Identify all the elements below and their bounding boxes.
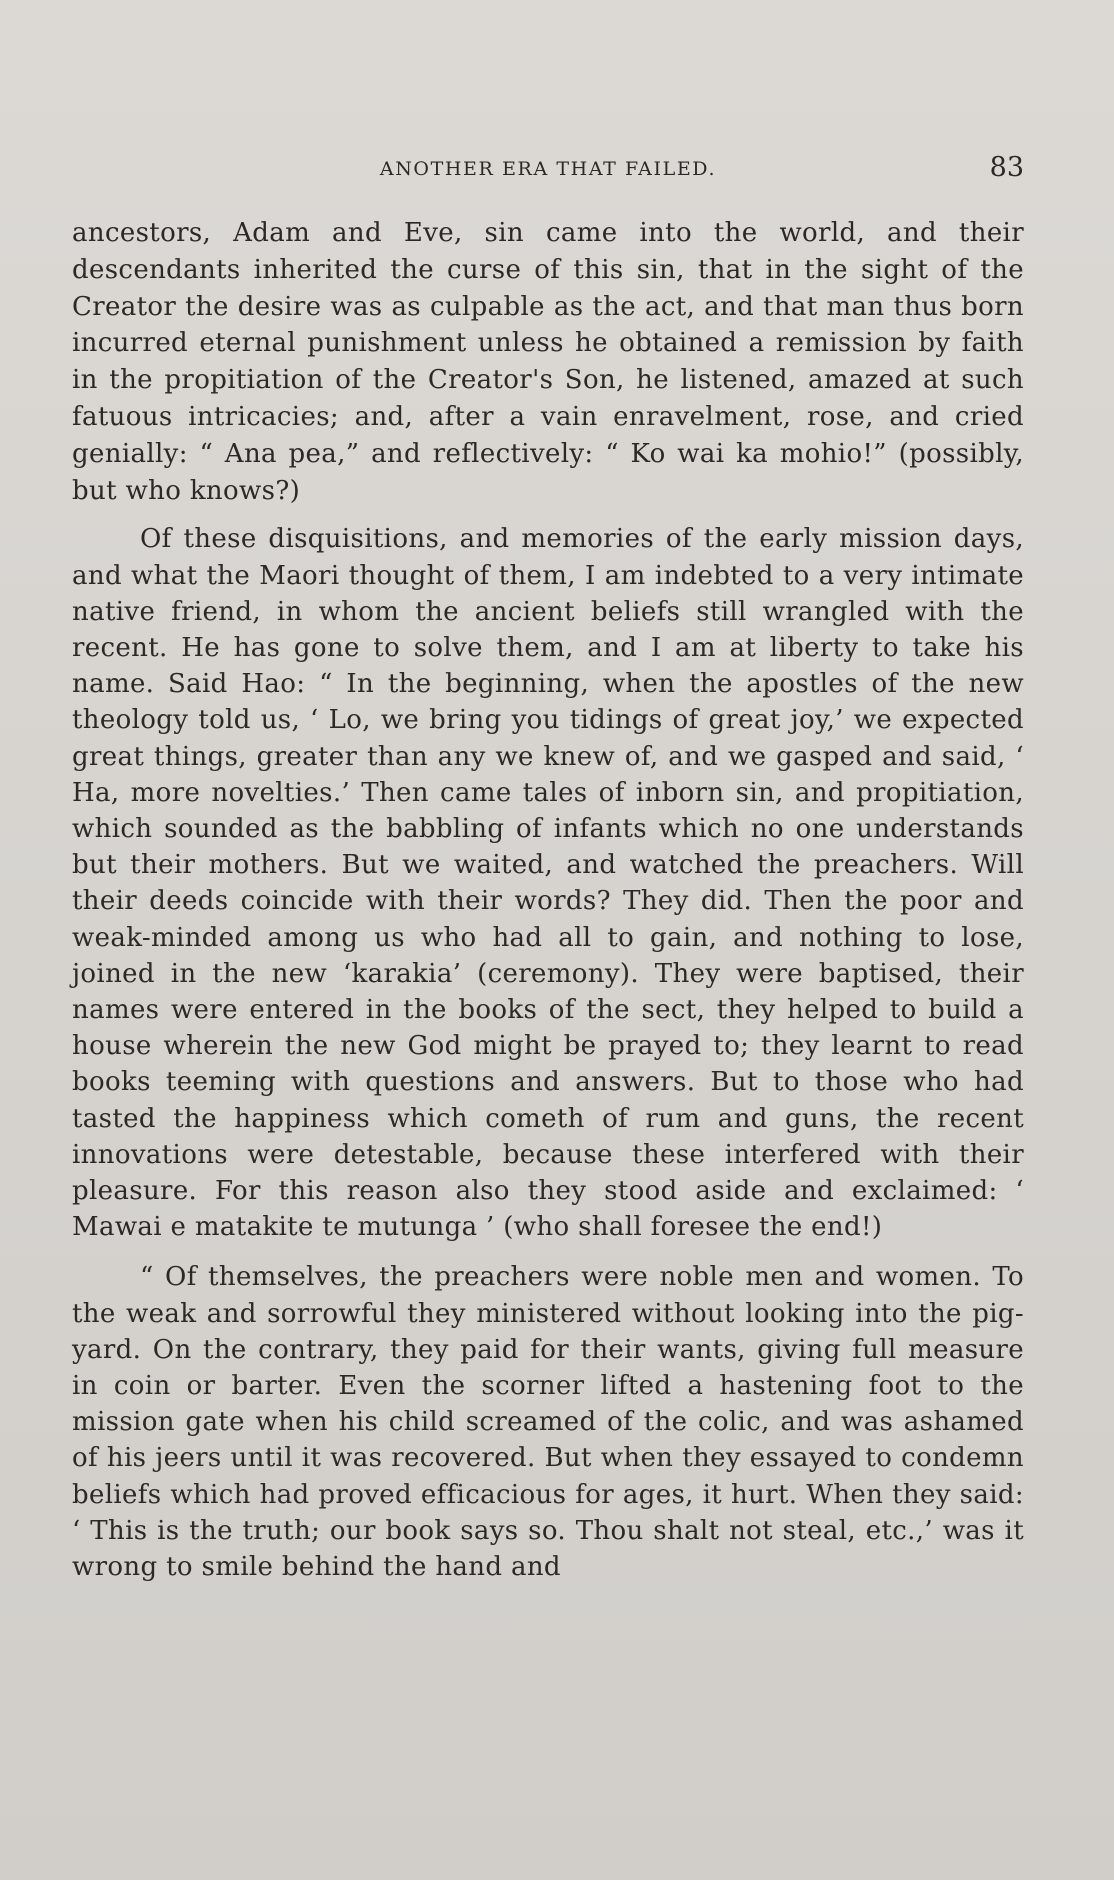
paragraph: Of these disquisitions, and memories of the early mission days, and what the Maori thought of them, I am indebted to a very intimate native friend, in whom the ancient beliefs still wrangled with the recent. He has gone to solve them, and I am at liberty to take his name. Said Hao: “ In the beginning, when the apostles of the new theology told us, ‘ Lo, we bring you tidings of great joy,’ we expected great things, greater than any we knew of, and we gasped and said, ‘ Ha, more novelties.’ Then came tales of inborn sin, and propitiation, which sounded as the babbling of infants which no one understands but their mothers. But we waited, and watched the preachers. Will their deeds coincide with their words? They did. Then the poor and weak-minded among us who had all to gain, and nothing to lose, joined in the new ‘karakia’ (ceremony). They were baptised, their names were entered in the books of the sect, they helped to build a house wherein the new God might be prayed to; they learnt to read books teeming with questions and answers. But to those who had tasted the happiness which cometh of rum and guns, the recent innovations were detestable, because these interfered with their pleasure. For this reason also they stood aside and exclaimed: ‘ Mawai e matakite te mutunga ’ (who shall foresee the end!) (72, 524, 1024, 1243)
paragraph: ancestors, Adam and Eve, sin came into the world, and their descendants inherited the curse of this sin, that in the sight of the Creator the desire was as culpable as the act, and that man thus born incurred eternal punishment unless he obtained a remission by faith in the propitiation of the Creator's Son, he listened, amazed at such fatuous intricacies; and, after a vain enravelment, rose, and cried genially: “ Ana pea,” and reflectively: “ Ko wai ka mohio!” (possibly, but who knows?) (72, 218, 1024, 506)
page-header (72, 152, 1024, 192)
running-title: ANOTHER ERA THAT FAILED. (379, 158, 717, 180)
paragraph: “ Of themselves, the preachers were noble men and women. To the weak and sorrowful they ministered without looking into the pig-yard. On the contrary, they paid for their wants, giving full measure in coin or barter. Even the scorner lifted a hastening foot to the mission gate when his child screamed of the colic, and was ashamed of his jeers until it was recovered. But when they essayed to condemn beliefs which had proved efficacious for ages, it hurt. When they said: ‘ This is the truth; our book says so. Thou shalt not steal, etc.,’ was it wrong to smile behind the hand and (72, 1262, 1024, 1583)
body-text (72, 215, 1024, 1585)
page-number: 83 (989, 152, 1024, 183)
